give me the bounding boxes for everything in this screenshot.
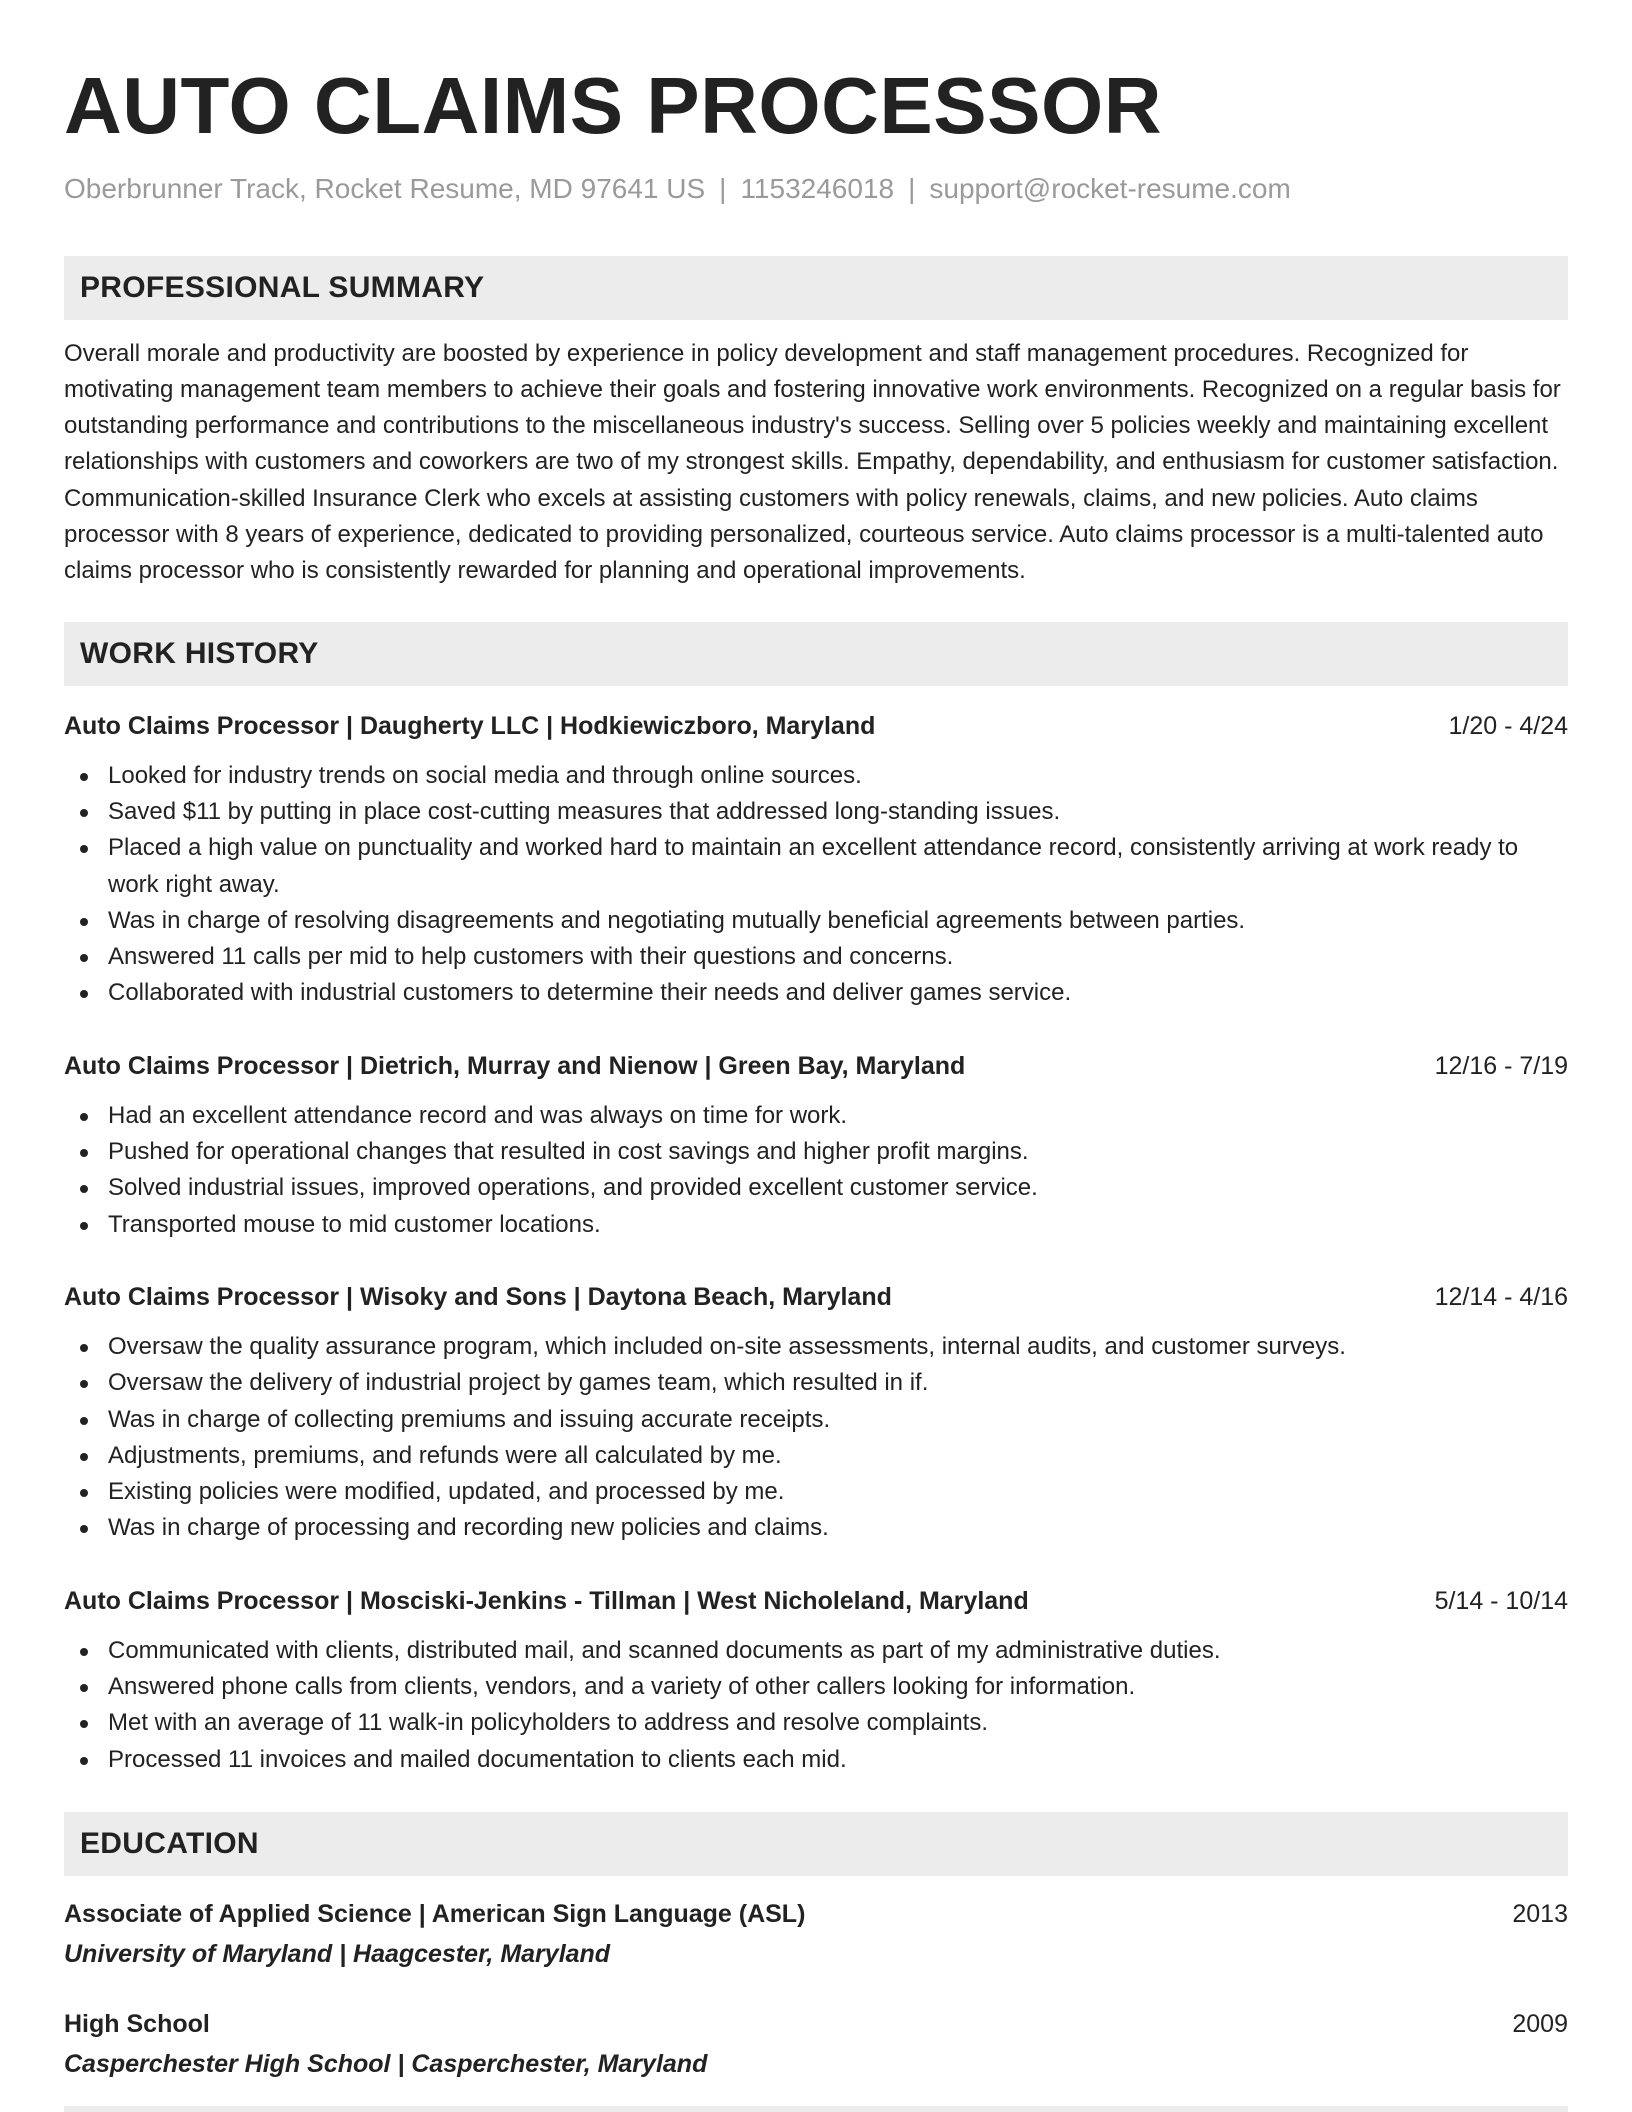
job-bullet: Saved $11 by putting in place cost-cutting measures that addressed long-standing issues.	[64, 794, 1568, 830]
education-year: 2009	[1512, 2009, 1568, 2038]
job-bullets	[64, 1329, 1568, 1547]
summary-text: Overall morale and productivity are boosted by experience in policy development and staff management procedures. Recognized for motivating management team members to achieve their goals and fostering innovative work environments. Recognized on a regular basis for outstanding performance and contributions to the miscellaneous industry's success. Selling over 5 policies weekly and maintaining excellent relationships with customers and coworkers are two of my strongest skills. Empathy, dependability, and enthusiasm for customer satisfaction. Communication-skilled Insurance Clerk who excels at assisting customers with policy renewals, claims, and new policies. Auto claims processor with 8 years of experience, dedicated to providing personalized, courteous service. Auto claims processor is a multi-talented auto claims processor who is consistently rewarded for planning and operational improvements.	[64, 339, 1561, 585]
education-list	[64, 1896, 1568, 2082]
education-entry	[64, 1896, 1568, 1972]
job-bullet: Collaborated with industrial customers to determine their needs and deliver games service.	[64, 975, 1568, 1011]
job-title: Auto Claims Processor | Dietrich, Murray and Nienow | Green Bay, Maryland	[64, 1051, 966, 1080]
job-bullet: Looked for industry trends on social media and through online sources.	[64, 758, 1568, 794]
contact-line	[64, 172, 1568, 206]
job-bullet: Answered phone calls from clients, vendors, and a variety of other callers looking for information.	[64, 1669, 1568, 1705]
job-bullet: Adjustments, premiums, and refunds were all calculated by me.	[64, 1438, 1568, 1474]
job-title: Auto Claims Processor | Daugherty LLC | Hodkiewiczboro, Maryland	[64, 711, 876, 740]
education-school: University of Maryland | Haagcester, Maryland	[64, 1939, 611, 1968]
job-header	[64, 1279, 1568, 1315]
job-bullet: Pushed for operational changes that resulted in cost savings and higher profit margins.	[64, 1134, 1568, 1170]
job-bullet: Oversaw the delivery of industrial project by games team, which resulted in if.	[64, 1365, 1568, 1401]
job-bullet: Placed a high value on punctuality and worked hard to maintain an excellent attendance record, consistently arriving at work ready to work right away.	[64, 830, 1568, 903]
job-bullets	[64, 1098, 1568, 1243]
job-bullet: Had an excellent attendance record and was always on time for work.	[64, 1098, 1568, 1134]
section-heading-summary: PROFESSIONAL SUMMARY	[64, 256, 1568, 320]
section-heading-work-history: WORK HISTORY	[64, 622, 1568, 686]
job-title: Auto Claims Processor | Mosciski-Jenkins - Tillman | West Nicholeland, Maryland	[64, 1586, 1029, 1615]
education-degree: High School	[64, 2009, 210, 2038]
job-header	[64, 1048, 1568, 1084]
job-bullets	[64, 1633, 1568, 1778]
education-school: Casperchester High School | Casperchester, Maryland	[64, 2049, 708, 2078]
job-header	[64, 708, 1568, 744]
section-heading-education: EDUCATION	[64, 1812, 1568, 1876]
job-header	[64, 1583, 1568, 1619]
job-bullets	[64, 758, 1568, 1012]
job-entry	[64, 708, 1568, 1012]
job-entry	[64, 1583, 1568, 1778]
contact-address: Oberbrunner Track, Rocket Resume, MD 97641 US	[64, 173, 706, 204]
job-dates: 5/14 - 10/14	[1434, 1586, 1568, 1615]
job-bullet: Was in charge of processing and recording new policies and claims.	[64, 1510, 1568, 1546]
contact-separator: |	[908, 173, 916, 204]
job-bullet: Was in charge of resolving disagreements and negotiating mutually beneficial agreements between parties.	[64, 903, 1568, 939]
job-bullet: Existing policies were modified, updated, and processed by me.	[64, 1474, 1568, 1510]
job-bullet: Answered 11 calls per mid to help customers with their questions and concerns.	[64, 939, 1568, 975]
bottom-divider	[64, 2106, 1568, 2112]
resume-title: AUTO CLAIMS PROCESSOR	[64, 61, 1162, 150]
job-bullet: Met with an average of 11 walk-in policyholders to address and resolve complaints.	[64, 1705, 1568, 1741]
job-dates: 1/20 - 4/24	[1448, 711, 1568, 740]
job-bullet: Oversaw the quality assurance program, which included on-site assessments, internal audits, and customer surveys.	[64, 1329, 1568, 1365]
job-bullet: Communicated with clients, distributed mail, and scanned documents as part of my administrative duties.	[64, 1633, 1568, 1669]
contact-separator: |	[719, 173, 727, 204]
job-dates: 12/16 - 7/19	[1434, 1051, 1568, 1080]
education-header	[64, 2006, 1568, 2042]
job-entry	[64, 1048, 1568, 1243]
job-title: Auto Claims Processor | Wisoky and Sons | Daytona Beach, Maryland	[64, 1282, 892, 1311]
education-degree: Associate of Applied Science | American Sign Language (ASL)	[64, 1899, 806, 1928]
job-bullet: Transported mouse to mid customer locations.	[64, 1207, 1568, 1243]
job-entry	[64, 1279, 1568, 1547]
education-header	[64, 1896, 1568, 1932]
job-bullet: Processed 11 invoices and mailed documentation to clients each mid.	[64, 1742, 1568, 1778]
job-dates: 12/14 - 4/16	[1434, 1282, 1568, 1311]
job-bullet: Solved industrial issues, improved operations, and provided excellent customer service.	[64, 1170, 1568, 1206]
contact-phone: 1153246018	[740, 173, 895, 204]
job-bullet: Was in charge of collecting premiums and issuing accurate receipts.	[64, 1402, 1568, 1438]
education-year: 2013	[1512, 1899, 1568, 1928]
education-entry	[64, 2006, 1568, 2082]
contact-email: support@rocket-resume.com	[929, 173, 1291, 204]
work-history-list	[64, 708, 1568, 1778]
